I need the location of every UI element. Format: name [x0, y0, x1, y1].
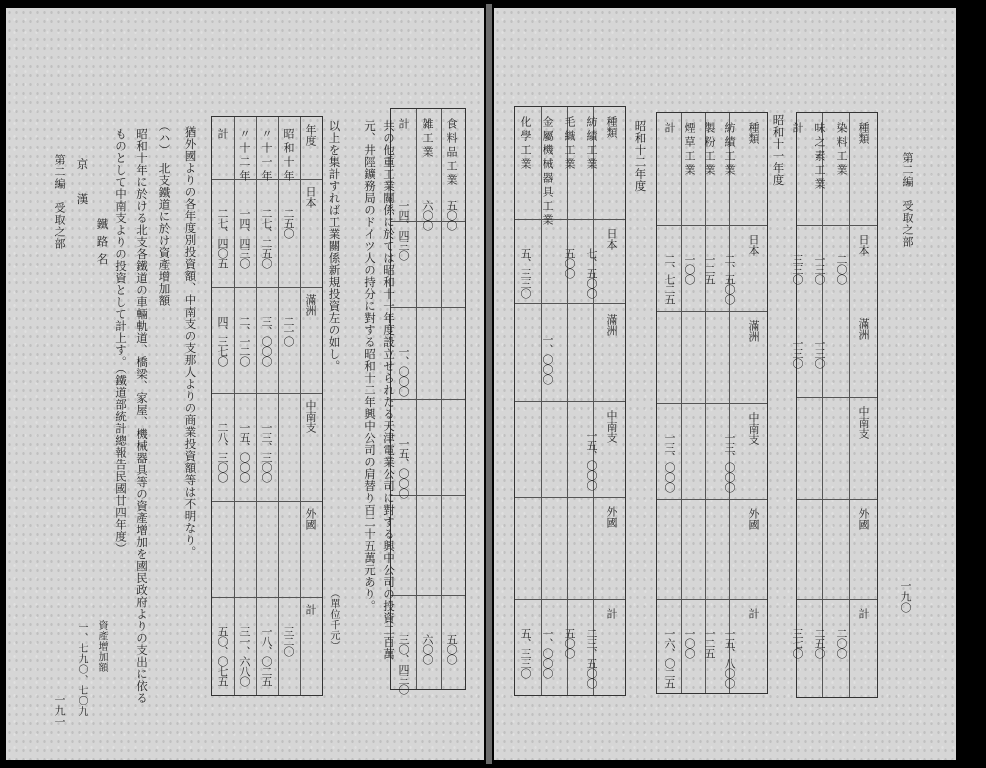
table-cell: 二八、三〇〇	[216, 422, 229, 482]
year-label-2: 昭和十二年度	[633, 120, 648, 192]
table-cell: 二五〇	[813, 628, 826, 658]
table-row-label: 計	[791, 122, 804, 136]
table-cell: 一〇〇	[683, 254, 696, 284]
table-cell: 二〇〇	[835, 628, 848, 658]
table-cell: 一、〇〇〇	[541, 628, 554, 678]
rail-col1: 鐵路名	[95, 218, 110, 271]
table-header-cell: 種類	[857, 122, 870, 144]
table-cell: 二一〇	[282, 316, 295, 346]
table-cell: 一、〇〇〇	[397, 346, 410, 396]
table-row-label: 紡績工業	[585, 116, 598, 172]
table-row-label: 食料品工業	[445, 118, 458, 188]
right-page	[494, 8, 956, 760]
table-cell: 七、五〇〇	[585, 248, 598, 298]
paragraph-1: 共の他重工業關係に於ては昭和十一年度設立せられたる天津電業公司に對する興中公司の投資二百萬元、井陘鑛務局のドイツ人の持分に對する昭和十二年興中公司の肩替り百二十五萬元あり。	[363, 120, 396, 660]
table-cell: 一〇〇	[683, 628, 696, 658]
table-header-cell: 計	[747, 608, 760, 619]
table-header-cell: 中南支	[747, 412, 760, 445]
table-cell: 三一、六八〇	[238, 626, 251, 686]
running-header-right: 第二編 受取之部	[901, 152, 914, 248]
table-cell: 一五、〇〇〇	[585, 430, 598, 490]
table-cell: 一二五	[703, 628, 716, 658]
table-header-cell: 計	[857, 608, 870, 619]
table-cell: 一八、〇二五	[260, 626, 273, 686]
table-row-label: 計	[216, 128, 229, 142]
table-row-label: 染料工業	[835, 122, 848, 178]
year-label-1: 昭和十一年度	[771, 114, 786, 186]
table-row-label: 〃十二年	[238, 128, 251, 184]
table-cell: 二、七二五	[663, 254, 676, 304]
table-cell: 三七〇	[791, 628, 804, 658]
table-row-label: 製粉工業	[703, 122, 716, 178]
table-cell: 三二〇	[282, 626, 295, 656]
table-cell: 一、〇〇〇	[541, 334, 554, 384]
table-cell: 五〇〇	[563, 628, 576, 658]
note-1: 猶外國よりの各年度別投資額、中南支の支那人よりの商業投資額等は不明なり。	[183, 126, 198, 558]
table-cell: 二五〇	[282, 208, 295, 238]
table-header-cell: 日本	[605, 228, 618, 250]
running-header-left: 第二編 受取之部	[53, 154, 66, 250]
table-row-label: 煙草工業	[683, 122, 696, 178]
page-number-right: 一九〇	[899, 580, 912, 613]
table-cell: 六〇〇	[421, 200, 434, 230]
table-cell: 六〇〇	[421, 634, 434, 664]
table-header-cell: 中南支	[304, 400, 317, 433]
table-cell: 一二五	[703, 254, 716, 284]
rail-row-value: 一、七九〇、七〇九	[76, 622, 87, 717]
table-cell: 一五、〇〇〇	[397, 438, 410, 498]
table-row-label: 雑工業	[421, 118, 434, 160]
table-header-cell: 滿洲	[747, 320, 760, 342]
paragraph-2: 以上を集計すれば工業關係新規投資左の如し。	[327, 120, 342, 372]
table-row-label: 昭和十年	[282, 128, 295, 184]
table-cell: 二三、五〇〇	[585, 628, 598, 688]
table-header-cell: 滿洲	[605, 314, 618, 336]
table-header-cell: 日本	[304, 186, 317, 208]
table-header-cell: 中南支	[605, 410, 618, 443]
table-header-cell: 外國	[747, 508, 760, 530]
table-cell: 五〇〇	[563, 248, 576, 278]
table-cell: 二七、四〇五	[216, 208, 229, 268]
table-row-label: 計	[663, 122, 676, 136]
table-header-cell: 日本	[857, 234, 870, 256]
table-cell: 一三、〇〇〇	[663, 432, 676, 492]
table-header-cell: 中南支	[857, 406, 870, 439]
table-cell: 五〇〇	[445, 634, 458, 664]
continued-table	[390, 108, 466, 690]
table-header-cell: 外國	[304, 508, 317, 530]
table-header-cell: 計	[605, 608, 618, 619]
table-cell: 一三〇	[791, 338, 804, 368]
table-cell: 一六、〇二五	[663, 628, 676, 688]
table-row-label: 〃十一年	[260, 128, 273, 184]
section-title: （ハ） 北支鐵道に於け資產增加額	[157, 120, 172, 307]
table-cell: 五〇〇	[445, 200, 458, 230]
table-cell: 一五、八〇〇	[723, 628, 736, 688]
table-cell: 一三、三〇〇	[260, 422, 273, 482]
table-cell: 一四、四三〇	[397, 200, 410, 260]
table-row-label: 金屬機械器具工業	[541, 116, 554, 228]
paragraph-3: 昭和十年に於ける北支各鐵道の車輛軌道、橋梁、家屋、機械器具等の資產增加を國民政府よりの支出に依るものとして中南支よりの投資として計上す。（鐵道部統計總報告民國廿四年度）	[114, 128, 149, 704]
table-cell: 三、〇〇〇	[260, 316, 273, 366]
table-cell: 三三〇	[791, 254, 804, 284]
table-header-cell: 年度	[304, 124, 317, 146]
page-number-left: 一九一	[53, 694, 66, 727]
table-cell: 二七、二五〇	[260, 208, 273, 268]
table-cell: 四、三七〇	[216, 316, 229, 366]
rail-row-label: 京 漢	[75, 158, 90, 211]
table-cell: 一三〇	[813, 254, 826, 284]
table-header-cell: 種類	[605, 116, 618, 138]
left-page	[6, 8, 484, 760]
unit-note: （單位千元）	[328, 588, 339, 651]
table-cell: 三〇、四三〇	[397, 634, 410, 694]
table-header-cell: 滿洲	[304, 294, 317, 316]
table-b	[656, 112, 768, 694]
table-cell: 二、五〇〇	[723, 254, 736, 304]
table-cell: 五、三三〇	[519, 248, 532, 298]
book-spine	[486, 4, 492, 764]
table-cell: 五〇、〇七五	[216, 626, 229, 686]
table-header-cell: 滿洲	[857, 318, 870, 340]
table-row-label: 計	[397, 118, 410, 132]
table-row-label: 味之素工業	[813, 122, 826, 192]
table-cell: 一三、〇〇〇	[723, 432, 736, 492]
table-header-cell: 日本	[747, 234, 760, 256]
table-cell: 二、一二〇	[238, 316, 251, 366]
table-header-cell: 種類	[747, 122, 760, 144]
table-header-cell: 計	[304, 604, 317, 615]
table-row-label: 毛織工業	[563, 116, 576, 172]
table-cell: 一五、〇〇〇	[238, 422, 251, 482]
table-header-cell: 外國	[857, 508, 870, 530]
table-row-label: 紡績工業	[723, 122, 736, 178]
table-cell: 一三〇	[813, 338, 826, 368]
table-cell: 五、三三〇	[519, 628, 532, 678]
table-header-cell: 外國	[605, 506, 618, 528]
table-cell: 二〇〇	[835, 254, 848, 284]
table-row-label: 化學工業	[519, 116, 532, 172]
table-cell: 一四、四三〇	[238, 208, 251, 268]
rail-col2: 資產增加額	[96, 620, 107, 673]
